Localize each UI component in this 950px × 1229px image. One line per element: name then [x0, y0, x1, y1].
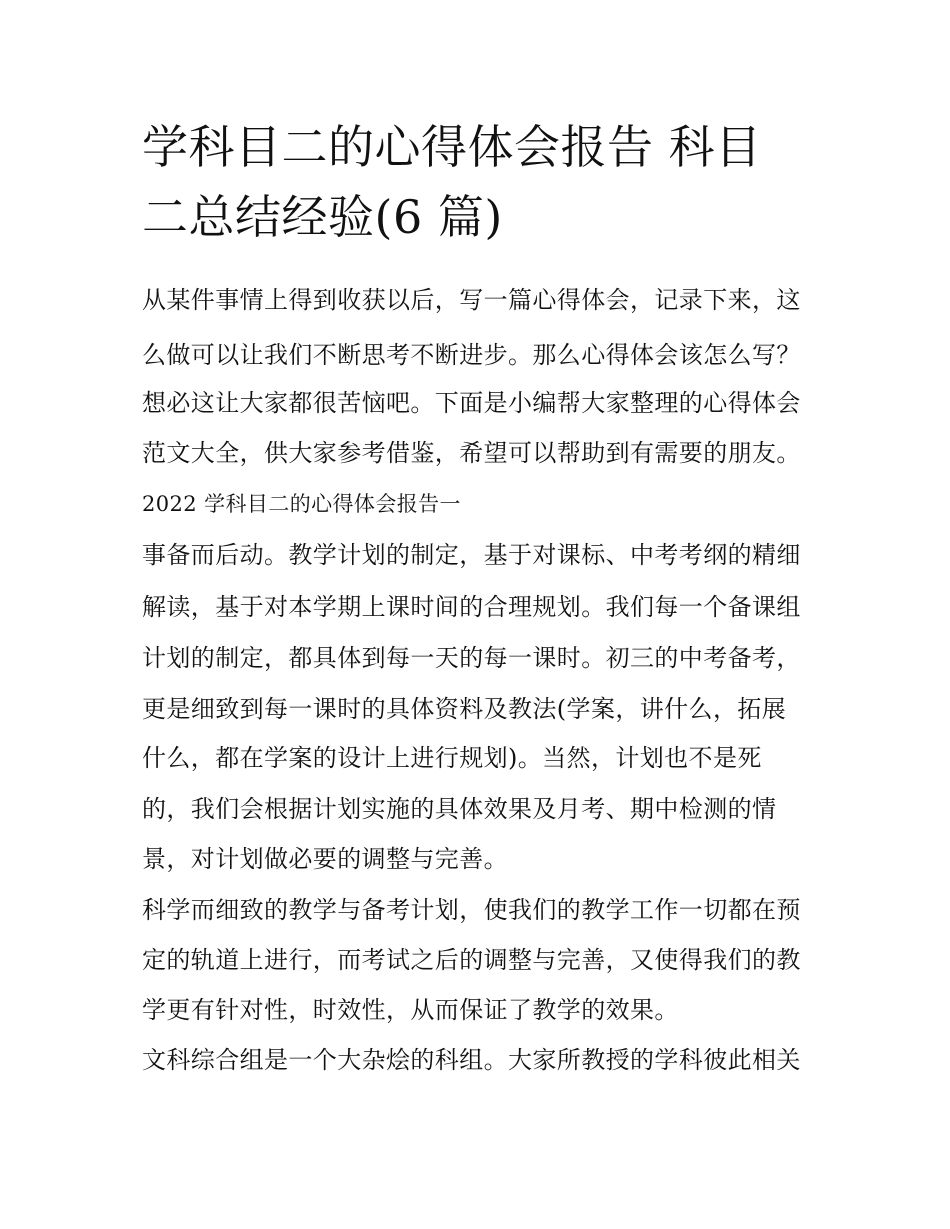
section-heading: 2022 学科目二的心得体会报告一 [142, 492, 461, 516]
paragraph-line: 的，我们会根据计划实施的具体效果及月考、期中检测的情 [142, 795, 777, 823]
intro-line: 范文大全，供大家参考借鉴，希望可以帮助到有需要的朋友。 [142, 439, 801, 467]
paragraph-line: 景，对计划做必要的调整与完善。 [142, 845, 508, 873]
paragraph-line: 什么，都在学案的设计上进行规划)。当然，计划也不是死 [142, 744, 762, 772]
paragraph-line: 科学而细致的教学与备考计划，使我们的教学工作一切都在预 [142, 896, 801, 924]
paragraph-line: 事备而后动。教学计划的制定，基于对课标、中考考纲的精细 [142, 541, 801, 569]
document-title [142, 112, 822, 252]
intro-line: 从某件事情上得到收获以后，写一篇心得体会，记录下来，这 [142, 286, 801, 314]
paragraph-line: 计划的制定，都具体到每一天的每一课时。初三的中考备考， [142, 644, 801, 672]
title-line: 二总结经验(6 篇) [142, 190, 503, 244]
intro-line: 想必这让大家都很苦恼吧。下面是小编帮大家整理的心得体会 [142, 389, 801, 417]
paragraph-line: 更是细致到每一课时的具体资料及教法(学案，讲什么，拓展 [142, 695, 787, 723]
paragraph-line: 文科综合组是一个大杂烩的科组。大家所教授的学科彼此相关 [142, 1046, 801, 1074]
paragraph-line: 定的轨道上进行，而考试之后的调整与完善，又使得我们的教 [142, 946, 801, 974]
intro-line: 么做可以让我们不断思考不断进步。那么心得体会该怎么写？ [142, 341, 801, 369]
paragraph-line: 解读，基于对本学期上课时间的合理规划。我们每一个备课组 [142, 593, 801, 621]
paragraph-line: 学更有针对性，时效性，从而保证了教学的效果。 [142, 996, 679, 1024]
title-line: 学科目二的心得体会报告 科目 [142, 120, 762, 174]
